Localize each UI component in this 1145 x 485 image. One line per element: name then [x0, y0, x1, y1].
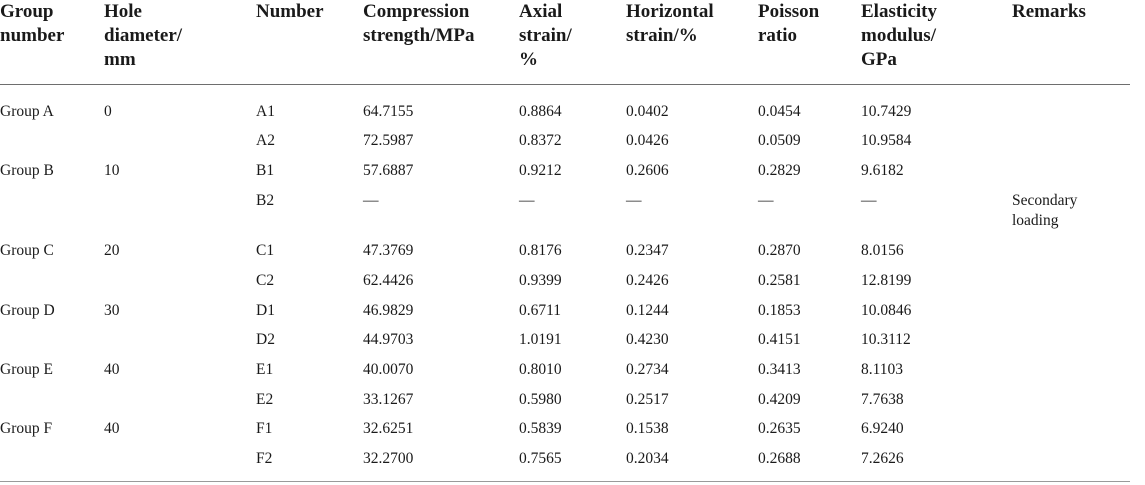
cell-group-number: Group A: [0, 103, 54, 120]
cell-group-number: Group B: [0, 162, 54, 179]
cell-horizontal-strain: 0.0402: [626, 103, 669, 120]
cell-hole-diameter: 10: [104, 162, 120, 179]
cell-number: B1: [256, 162, 275, 179]
cell-horizontal-strain: 0.0426: [626, 132, 669, 149]
cell-elasticity-modulus: 7.7638: [861, 391, 904, 408]
cell-number: F1: [256, 420, 273, 437]
cell-poisson-ratio: 0.4209: [758, 391, 801, 408]
header-horizontal-strain: Horizontal strain/%: [626, 1, 714, 46]
cell-hole-diameter: 40: [104, 361, 120, 378]
cell-hole-diameter: 20: [104, 242, 120, 259]
cell-elasticity-modulus: 10.7429: [861, 103, 912, 120]
cell-axial-strain: 0.5980: [519, 391, 562, 408]
cell-remarks: Secondary loading: [1012, 192, 1078, 229]
cell-number: B2: [256, 192, 275, 209]
cell-elasticity-modulus: 7.2626: [861, 450, 904, 467]
cell-axial-strain: 0.8372: [519, 132, 562, 149]
cell-elasticity-modulus: 10.9584: [861, 132, 912, 149]
cell-compression-strength: 62.4426: [363, 272, 414, 289]
cell-elasticity-modulus: 6.9240: [861, 420, 904, 437]
cell-axial-strain: 0.5839: [519, 420, 562, 437]
cell-poisson-ratio: 0.2581: [758, 272, 801, 289]
cell-horizontal-strain: 0.1538: [626, 420, 669, 437]
cell-horizontal-strain: 0.4230: [626, 331, 669, 348]
cell-poisson-ratio: 0.3413: [758, 361, 801, 378]
cell-compression-strength: 47.3769: [363, 242, 414, 259]
cell-poisson-ratio: 0.0454: [758, 103, 801, 120]
cell-elasticity-modulus: 10.3112: [861, 331, 911, 348]
cell-axial-strain: 0.6711: [519, 302, 562, 319]
cell-poisson-ratio: 0.2870: [758, 242, 801, 259]
cell-compression-strength: 40.0070: [363, 361, 414, 378]
cell-number: A1: [256, 103, 275, 120]
header-compression-strength: Compression strength/MPa: [363, 1, 475, 46]
cell-hole-diameter: 30: [104, 302, 120, 319]
cell-horizontal-strain: 0.2034: [626, 450, 669, 467]
cell-compression-strength: 33.1267: [363, 391, 414, 408]
cell-elasticity-modulus: 8.0156: [861, 242, 904, 259]
cell-poisson-ratio: 0.1853: [758, 302, 801, 319]
header-divider: [0, 84, 1130, 85]
cell-elasticity-modulus: 10.0846: [861, 302, 912, 319]
cell-horizontal-strain: 0.2734: [626, 361, 669, 378]
cell-horizontal-strain: 0.2426: [626, 272, 669, 289]
cell-horizontal-strain: 0.2606: [626, 162, 669, 179]
cell-group-number: Group F: [0, 420, 53, 437]
cell-number: D2: [256, 331, 275, 348]
cell-axial-strain: 0.8010: [519, 361, 562, 378]
cell-poisson-ratio: 0.4151: [758, 331, 801, 348]
cell-compression-strength: 46.9829: [363, 302, 414, 319]
cell-horizontal-strain: 0.2347: [626, 242, 669, 259]
cell-compression-strength: 72.5987: [363, 132, 414, 149]
cell-axial-strain: —: [519, 192, 535, 209]
cell-poisson-ratio: —: [758, 192, 774, 209]
cell-axial-strain: 0.9399: [519, 272, 562, 289]
cell-number: E2: [256, 391, 274, 408]
header-poisson-ratio: Poisson ratio: [758, 1, 820, 46]
cell-horizontal-strain: 0.1244: [626, 302, 669, 319]
cell-elasticity-modulus: 12.8199: [861, 272, 912, 289]
header-axial-strain: Axial strain/ %: [519, 1, 572, 70]
cell-compression-strength: 44.9703: [363, 331, 414, 348]
cell-elasticity-modulus: 8.1103: [861, 361, 904, 378]
cell-axial-strain: 0.7565: [519, 450, 562, 467]
cell-number: E1: [256, 361, 274, 378]
cell-poisson-ratio: 0.0509: [758, 132, 801, 149]
table-bottom-rule: [0, 481, 1130, 482]
header-elasticity-modulus: Elasticity modulus/ GPa: [861, 1, 937, 70]
header-group-number: Group number: [0, 1, 65, 46]
header-number: Number: [256, 1, 324, 22]
cell-axial-strain: 1.0191: [519, 331, 562, 348]
cell-number: A2: [256, 132, 275, 149]
cell-horizontal-strain: —: [626, 192, 642, 209]
cell-compression-strength: 32.6251: [363, 420, 414, 437]
cell-poisson-ratio: 0.2688: [758, 450, 801, 467]
header-remarks: Remarks: [1012, 1, 1086, 22]
cell-axial-strain: 0.8864: [519, 103, 562, 120]
cell-elasticity-modulus: 9.6182: [861, 162, 904, 179]
cell-horizontal-strain: 0.2517: [626, 391, 669, 408]
cell-number: C2: [256, 272, 275, 289]
cell-compression-strength: 57.6887: [363, 162, 414, 179]
cell-compression-strength: 64.7155: [363, 103, 414, 120]
cell-compression-strength: —: [363, 192, 379, 209]
cell-axial-strain: 0.9212: [519, 162, 562, 179]
cell-number: F2: [256, 450, 273, 467]
cell-poisson-ratio: 0.2635: [758, 420, 801, 437]
cell-elasticity-modulus: —: [861, 192, 877, 209]
cell-group-number: Group D: [0, 302, 55, 319]
cell-hole-diameter: 0: [104, 103, 112, 120]
cell-number: C1: [256, 242, 275, 259]
cell-axial-strain: 0.8176: [519, 242, 562, 259]
cell-number: D1: [256, 302, 275, 319]
header-hole-diameter: Hole diameter/ mm: [104, 1, 183, 70]
cell-group-number: Group C: [0, 242, 54, 259]
cell-group-number: Group E: [0, 361, 53, 378]
cell-poisson-ratio: 0.2829: [758, 162, 801, 179]
table-header-row: [0, 0, 1145, 84]
cell-hole-diameter: 40: [104, 420, 120, 437]
cell-compression-strength: 32.2700: [363, 450, 414, 467]
